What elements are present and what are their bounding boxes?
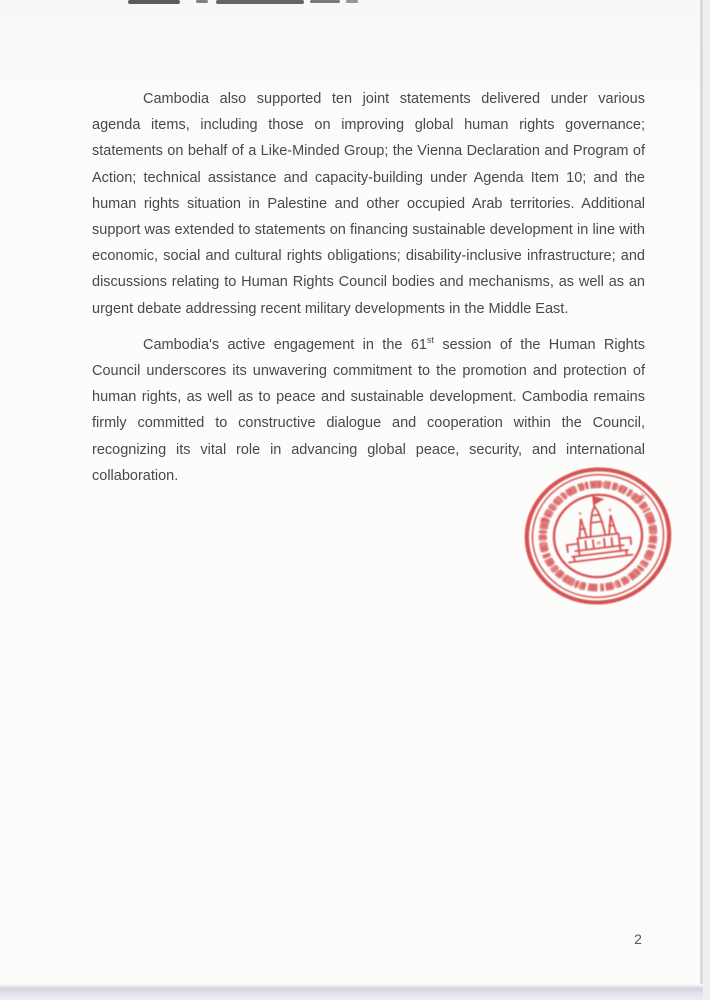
ordinal-superscript: st bbox=[426, 335, 434, 345]
paragraph-text-segment: session of the Human Rights Council underscores its unwavering commitment to the promotion and protection of human rights, as well as to peace and sustainable development. Cambodia remains firmly committed to constructive dialogue and cooperation within the Council, recognizing its vital role in advancing global peace, security, and international collaboration. bbox=[92, 336, 645, 484]
page-edge-gutter-right bbox=[703, 0, 710, 1000]
scan-artifact-mark bbox=[196, 0, 208, 3]
svg-text:*: * bbox=[638, 492, 647, 509]
page-edge-line-right bbox=[700, 0, 703, 986]
document-body-text bbox=[92, 86, 645, 499]
scan-artifact-mark bbox=[128, 0, 180, 4]
page-shadow-bottom bbox=[0, 984, 703, 1000]
paragraph-text-segment: Cambodia's active engagement in the 61 bbox=[143, 336, 427, 353]
svg-text:*: * bbox=[538, 514, 548, 532]
paragraph-engagement-conclusion bbox=[92, 332, 645, 489]
scan-artifact-top-edge bbox=[0, 0, 710, 6]
paragraph-joint-statements: Cambodia also supported ten joint statements delivered under various agenda items, including those on improving global human rights governance; statements on behalf of a Like-Minded Group; the Vienna Declaration and Program of Action; technical assistance and capacity-building under Agenda Item 10; and the human rights situation in Palestine and other occupied Arab territories. Additional support was extended to statements on financing sustainable development in line with economic, social and cultural rights obligations; disability-inclusive infrastructure; and discussions relating to Human Rights Council bodies and mechanisms, as well as an urgent debate addressing recent military developments in the Middle East. bbox=[92, 91, 645, 317]
scan-artifact-mark bbox=[346, 0, 358, 3]
scan-artifact-mark bbox=[310, 0, 340, 3]
scan-artifact-mark bbox=[216, 0, 304, 4]
page-number: 2 bbox=[634, 931, 642, 947]
